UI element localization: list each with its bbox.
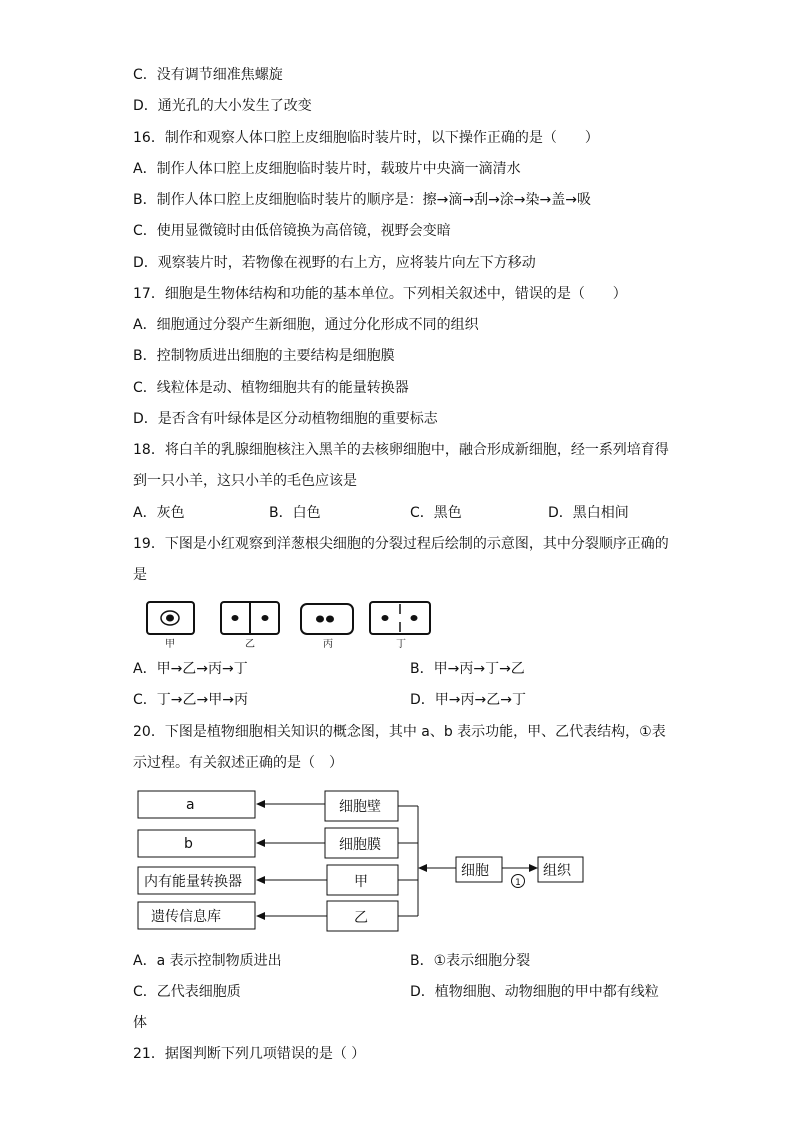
q18-option-a: A．灰色: [133, 505, 185, 521]
q20-stem-line2: 示过程。有关叙述正确的是（ ）: [133, 755, 343, 771]
q20-box-energy-converter: 内有能量转换器: [144, 874, 242, 890]
q20-option-d: D．植物细胞、动物细胞的甲中都有线粒: [410, 984, 659, 1000]
q20-option-c: C．乙代表细胞质: [133, 984, 241, 1000]
q20-box-genetic-library: 遗传信息库: [151, 909, 221, 925]
q19-stem-line1: 19．下图是小红观察到洋葱根尖细胞的分裂过程后绘制的示意图，其中分裂顺序正确的: [133, 536, 669, 552]
q18-stem-line1: 18．将白羊的乳腺细胞核注入黑羊的去核卵细胞中，融合形成新细胞，经一系列培育得: [133, 442, 669, 458]
q17-stem: 17．细胞是生物体结构和功能的基本单位。下列相关叙述中，错误的是（ ）: [133, 286, 627, 302]
q16-option-c: C．使用显微镜时由低倍镜换为高倍镜，视野会变暗: [133, 223, 451, 239]
q19-stem-line2: 是: [133, 567, 147, 583]
q20-box-tissue: 组织: [543, 863, 571, 879]
q18-option-d: D．黑白相间: [548, 505, 629, 521]
q20-box-yi: 乙: [354, 910, 368, 926]
q15-option-c: C．没有调节细准焦螺旋: [133, 67, 283, 83]
q20-box-cell: 细胞: [461, 863, 489, 879]
q16-stem: 16．制作和观察人体口腔上皮细胞临时装片时，以下操作正确的是（ ）: [133, 130, 599, 146]
q20-box-cell-wall: 细胞壁: [339, 799, 381, 815]
q19-option-d: D．甲→丙→乙→丁: [410, 692, 526, 708]
q20-option-b: B．①表示细胞分裂: [410, 953, 531, 969]
q20-box-a: a: [186, 797, 195, 813]
q17-option-b: B．控制物质进出细胞的主要结构是细胞膜: [133, 348, 395, 364]
cell-label-ding: 丁: [396, 639, 406, 650]
q18-stem-line2: 到一只小羊，这只小羊的毛色应该是: [133, 473, 357, 489]
q20-box-b: b: [184, 836, 193, 852]
q19-option-a: A．甲→乙→丙→丁: [133, 661, 248, 677]
q20-option-d-continued: 体: [133, 1015, 147, 1031]
q20-stem-line1: 20．下图是植物细胞相关知识的概念图，其中 a、b 表示功能，甲、乙代表结构，①表: [133, 724, 666, 740]
q16-option-a: A．制作人体口腔上皮细胞临时装片时，载玻片中央滴一滴清水: [133, 161, 521, 177]
q15-option-d: D．通光孔的大小发生了改变: [133, 98, 312, 114]
q18-option-b: B．白色: [269, 505, 321, 521]
q18-option-c: C．黑色: [410, 505, 462, 521]
q20-option-a: A．a 表示控制物质进出: [133, 953, 282, 969]
q17-option-d: D．是否含有叶绿体是区分动植物细胞的重要标志: [133, 411, 438, 427]
q17-option-a: A．细胞通过分裂产生新细胞，通过分化形成不同的组织: [133, 317, 479, 333]
q17-option-c: C．线粒体是动、植物细胞共有的能量转换器: [133, 380, 409, 396]
q19-cell-division-figure: [147, 602, 430, 634]
q20-box-cell-membrane: 细胞膜: [339, 837, 381, 853]
cell-label-yi: 乙: [245, 639, 255, 650]
q21-stem: 21．据图判断下列几项错误的是（ ）: [133, 1046, 366, 1062]
q19-option-b: B．甲→丙→丁→乙: [410, 661, 525, 677]
q16-option-b: B．制作人体口腔上皮细胞临时装片的顺序是：擦→滴→刮→涂→染→盖→吸: [133, 192, 591, 208]
q19-option-c: C．丁→乙→甲→丙: [133, 692, 248, 708]
cell-label-bing: 丙: [323, 639, 333, 650]
cell-label-jia: 甲: [165, 639, 175, 650]
q20-process-label: 1: [515, 878, 521, 888]
q20-box-jia: 甲: [354, 874, 368, 890]
q16-option-d: D．观察装片时，若物像在视野的右上方，应将装片向左下方移动: [133, 255, 536, 271]
